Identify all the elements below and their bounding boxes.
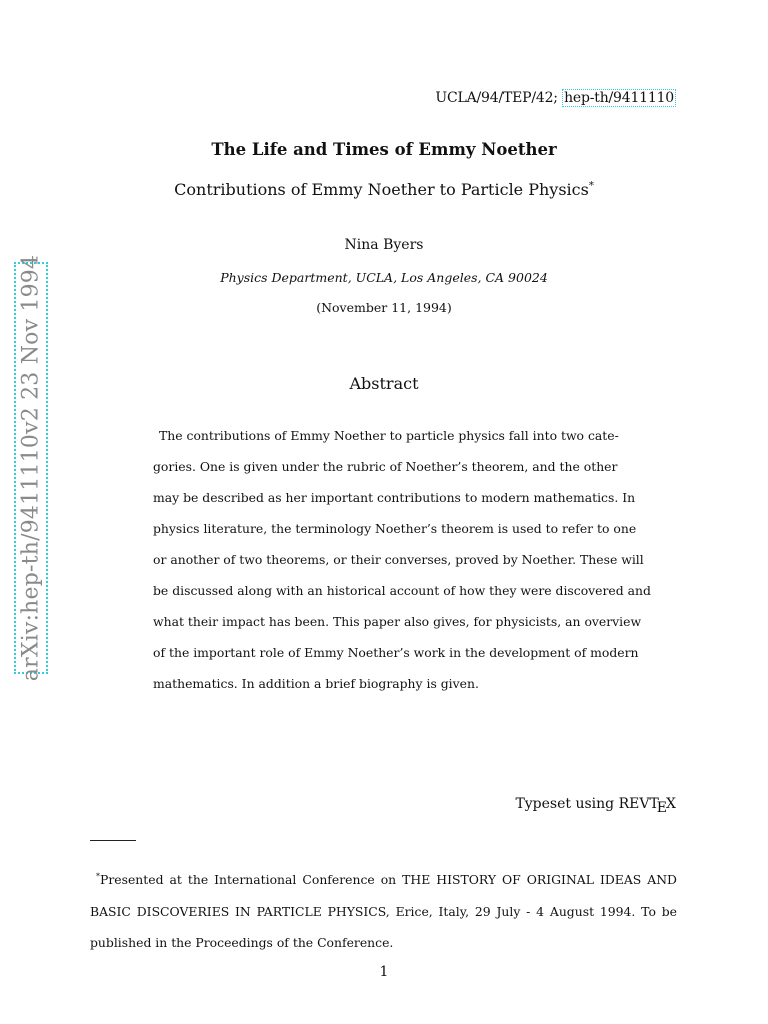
paper-date: (November 11, 1994)	[316, 300, 452, 315]
report-id: UCLA/94/TEP/42;	[435, 90, 558, 106]
page-number: 1	[379, 964, 389, 980]
abstract-line: gories. One is given under the rubric of Noether’s theorem, and the other	[153, 459, 618, 474]
footnote-line	[90, 861, 677, 896]
report-number	[435, 90, 676, 106]
tex-e-letter: E	[656, 800, 668, 816]
paper-subtitle	[0, 180, 768, 199]
abstract-line: or another of two theorems, or their converses, proved by Noether. These will	[153, 552, 644, 567]
typeset-note	[515, 796, 676, 816]
abstract-line: may be described as her important contributions to modern mathematics. In	[153, 490, 636, 505]
author-name: Nina Byers	[344, 237, 424, 253]
abstract-heading: Abstract	[349, 374, 419, 393]
tex-x-letter: X	[666, 796, 676, 812]
abstract-body	[153, 420, 651, 699]
abstract-line: The contributions of Emmy Noether to particle physics fall into two cate-	[159, 428, 619, 443]
arxiv-link[interactable]: hep-th/9411110	[564, 90, 674, 106]
abstract-line: mathematics. In addition a brief biography is given.	[153, 676, 479, 691]
arxiv-stamp-text: arXiv:hep-th/9411110v2 23 Nov 1994	[18, 254, 44, 682]
footnote-marker: *	[96, 872, 100, 881]
subtitle-text: Contributions of Emmy Noether to Particle Physics	[174, 180, 589, 199]
footnote-line: BASIC DISCOVERIES IN PARTICLE PHYSICS, Erice, Italy, 29 July - 4 August 1994. To be	[90, 903, 677, 919]
abstract-line: of the important role of Emmy Noether’s work in the development of modern	[153, 645, 639, 660]
abstract-line: physics literature, the terminology Noether’s theorem is used to refer to one	[153, 521, 637, 536]
paper-title: The Life and Times of Emmy Noether	[211, 140, 557, 159]
abstract-line: what their impact has been. This paper also gives, for physicists, an overview	[153, 614, 642, 629]
abstract-line: be discussed along with an historical account of how they were discovered and	[153, 583, 651, 598]
subtitle-footnote-marker: *	[588, 180, 594, 192]
footnote	[90, 861, 677, 959]
footnote-line-text: Presented at the International Conference on THE HISTORY OF ORIGINAL IDEAS AND	[100, 872, 677, 888]
footnote-rule	[90, 840, 136, 841]
author-affiliation: Physics Department, UCLA, Los Angeles, CA 90024	[220, 270, 548, 285]
typeset-prefix: Typeset using REVT	[515, 796, 659, 812]
arxiv-side-stamp[interactable]	[14, 254, 48, 682]
footnote-line: published in the Proceedings of the Conference.	[90, 935, 394, 951]
